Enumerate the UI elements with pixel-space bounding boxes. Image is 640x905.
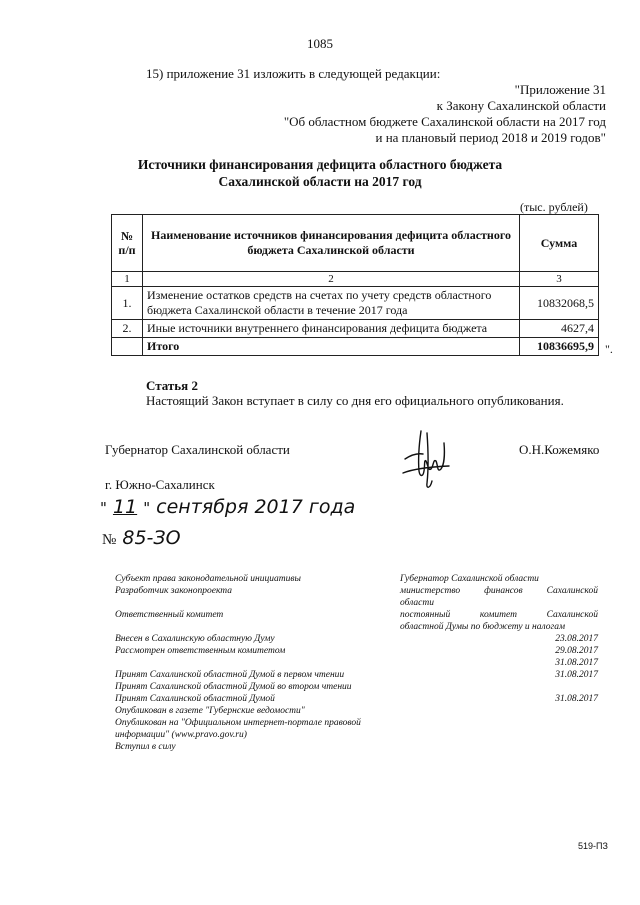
row-name: Иные источники внутреннего финансирования дефицита бюджета bbox=[143, 320, 520, 338]
title-line: Источники финансирования дефицита областного бюджета bbox=[137, 157, 503, 172]
date-close-quote: " bbox=[143, 499, 151, 517]
row-name: Изменение остатков средств на счетах по учету средств областного бюджета Сахалинской области в течение 2017 года bbox=[143, 287, 520, 320]
amendment-intro: 15) приложение 31 изложить в следующей редакции: bbox=[146, 66, 441, 81]
meta-submitted-date: 23.08.2017 bbox=[555, 634, 598, 644]
appendix-line: к Закону Сахалинской области bbox=[436, 98, 606, 113]
column-number: 3 bbox=[520, 272, 599, 287]
signatory-title: Губернатор Сахалинской области bbox=[105, 442, 290, 457]
meta-first-reading-date: 31.08.2017 bbox=[555, 670, 598, 680]
document-title bbox=[0, 156, 640, 190]
signatory-name: О.Н.Кожемяко bbox=[519, 442, 600, 457]
appendix-line: "Приложение 31 bbox=[514, 82, 606, 97]
meta-adopted-date: 31.08.2017 bbox=[555, 694, 598, 704]
meta-initiative-label: Субъект права законодательной инициативы bbox=[115, 574, 301, 584]
meta-adopted-label: Принят Сахалинской областной Думой bbox=[115, 694, 275, 704]
table-row bbox=[112, 320, 599, 338]
signing-date bbox=[100, 496, 355, 518]
header-name: Наименование источников финансирования дефицита областного бюджета Сахалинской области bbox=[143, 215, 520, 272]
meta-developer-value-line: области bbox=[400, 598, 435, 608]
table-header-row bbox=[112, 215, 599, 272]
meta-developer-label: Разработчик законопроекта bbox=[115, 586, 233, 596]
column-numbers-row bbox=[112, 272, 599, 287]
meta-published-portal-line: информации" (www.pravo.gov.ru) bbox=[115, 730, 247, 740]
appendix-line: "Об областном бюджете Сахалинской области на 2017 год bbox=[283, 114, 606, 129]
law-number bbox=[102, 527, 181, 549]
article-title: Статья 2 bbox=[146, 378, 198, 393]
row-sum: 10832068,5 bbox=[520, 287, 599, 320]
law-number-label: № bbox=[102, 532, 117, 548]
city: г. Южно-Сахалинск bbox=[105, 477, 215, 492]
unit-label: (тыс. рублей) bbox=[520, 200, 588, 214]
meta-first-reading-label: Принят Сахалинской областной Думой в первом чтении bbox=[115, 670, 345, 680]
date-open-quote: " bbox=[100, 499, 107, 517]
column-number: 2 bbox=[143, 272, 520, 287]
header-sum: Сумма bbox=[520, 215, 599, 272]
financing-sources-table bbox=[111, 214, 599, 356]
page-number: 1085 bbox=[307, 36, 333, 51]
appendix-line: и на плановый период 2018 и 2019 годов" bbox=[375, 130, 606, 145]
meta-published-portal-line: Опубликован на "Официальном интернет-портале правовой bbox=[115, 718, 361, 728]
row-sum: 4627,4 bbox=[520, 320, 599, 338]
appendix-header bbox=[284, 82, 606, 146]
total-number-cell bbox=[112, 338, 143, 356]
column-number: 1 bbox=[112, 272, 143, 287]
meta-submitted-label: Внесен в Сахалинскую областную Думу bbox=[115, 634, 275, 644]
meta-initiative-value: Губернатор Сахалинской области bbox=[400, 574, 539, 584]
meta-committee-label: Ответственный комитет bbox=[115, 610, 224, 620]
row-number: 2. bbox=[112, 320, 143, 338]
row-number: 1. bbox=[112, 287, 143, 320]
meta-developer-value-line: министерство финансов Сахалинской bbox=[400, 586, 598, 596]
meta-reviewed-label: Рассмотрен ответственным комитетом bbox=[115, 646, 286, 656]
meta-effective: Вступил в силу bbox=[115, 742, 176, 752]
total-label: Итого bbox=[143, 338, 520, 356]
meta-published-gazette: Опубликован в газете "Губернские ведомости" bbox=[115, 706, 305, 716]
header-number: № п/п bbox=[112, 215, 143, 272]
article-text: Настоящий Закон вступает в силу со дня его официального опубликования. bbox=[146, 393, 564, 408]
signature-image bbox=[397, 425, 455, 495]
title-line: Сахалинской области на 2017 год bbox=[218, 174, 422, 189]
meta-second-reading-label: Принят Сахалинской областной Думой во втором чтении bbox=[115, 682, 352, 692]
table-row bbox=[112, 287, 599, 320]
closing-quote: ". bbox=[605, 342, 613, 356]
meta-committee-value-line: областной Думы по бюджету и налогам bbox=[400, 622, 566, 632]
meta-reviewed-date: 29.08.2017 bbox=[555, 646, 598, 656]
date-day: 11 bbox=[112, 496, 138, 518]
meta-reviewed-date: 31.08.2017 bbox=[555, 658, 598, 668]
meta-committee-value-line: постоянный комитет Сахалинской bbox=[400, 610, 598, 620]
document-code: 519-ПЗ bbox=[578, 841, 608, 851]
total-row bbox=[112, 338, 599, 356]
law-number-value: 85-ЗО bbox=[122, 527, 181, 549]
date-month-year: сентября 2017 года bbox=[156, 496, 356, 518]
total-sum: 10836695,9 bbox=[520, 338, 599, 356]
